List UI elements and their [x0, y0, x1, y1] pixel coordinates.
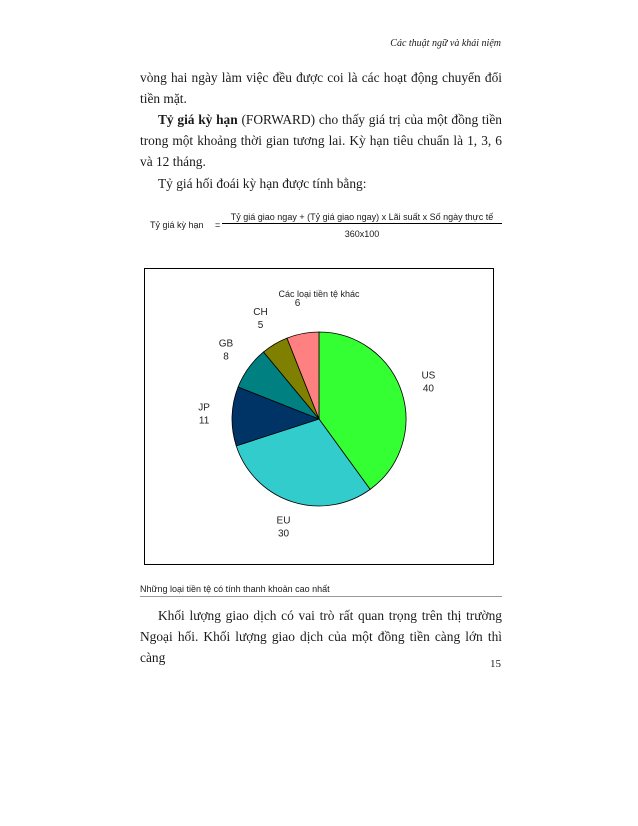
- page-number: 15: [490, 658, 501, 670]
- formula-lhs: Tỷ giá kỳ hạn: [150, 220, 204, 230]
- slice-value-other: 6: [294, 298, 301, 309]
- formula-fraction-bar: [222, 223, 502, 224]
- chart-annotation: Các loại tiền tệ khác: [278, 289, 360, 299]
- formula-equals: =: [215, 220, 221, 230]
- slice-label-jp: JP: [198, 402, 210, 414]
- formula-denominator: 360x100: [344, 229, 380, 239]
- slice-label-us: US: [421, 370, 436, 382]
- slice-label-eu: EU: [276, 515, 291, 527]
- slice-value-gb: 8: [223, 351, 229, 363]
- forward-rate-formula: [150, 208, 502, 242]
- paragraph-4: Khối lượng giao dịch có vai trò rất quan trọng trên thị trường Ngoại hối. Khối lượng giao dịch của một đồng tiền càng lớn thì càng: [140, 608, 502, 665]
- paragraph-1: vòng hai ngày làm việc đều được coi là các hoạt động chuyển đổi tiền mặt.: [140, 70, 502, 106]
- paragraph-3: Tỷ giá hối đoái kỳ hạn được tính bằng:: [158, 176, 367, 191]
- paragraph-2-text: (FORWARD) cho thấy giá trị của một đồng tiền trong một khoảng thời gian tương lai. Kỳ hạn tiêu chuẩn là 1, 3, 6 và 12 tháng.: [140, 112, 503, 169]
- slice-label-ch: CH: [253, 307, 268, 318]
- figure-caption: Những loại tiền tệ có tính thanh khoản cao nhất: [140, 584, 502, 597]
- slice-value-ch: 5: [257, 320, 264, 331]
- formula-numerator: Tỷ giá giao ngay + (Tỷ giá giao ngay) x Lãi suất x Số ngày thực tế: [230, 212, 494, 222]
- pie-chart-frame: [144, 268, 494, 565]
- slice-label-gb: GB: [218, 338, 234, 350]
- pie-chart: [145, 269, 493, 564]
- slice-value-jp: 11: [198, 415, 210, 427]
- slice-value-eu: 30: [277, 528, 290, 540]
- slice-value-us: 40: [422, 383, 434, 395]
- paragraph-2: [140, 109, 502, 172]
- bold-term: Tỷ giá kỳ hạn: [158, 112, 238, 127]
- running-header: Các thuật ngữ và khái niệm: [390, 38, 501, 49]
